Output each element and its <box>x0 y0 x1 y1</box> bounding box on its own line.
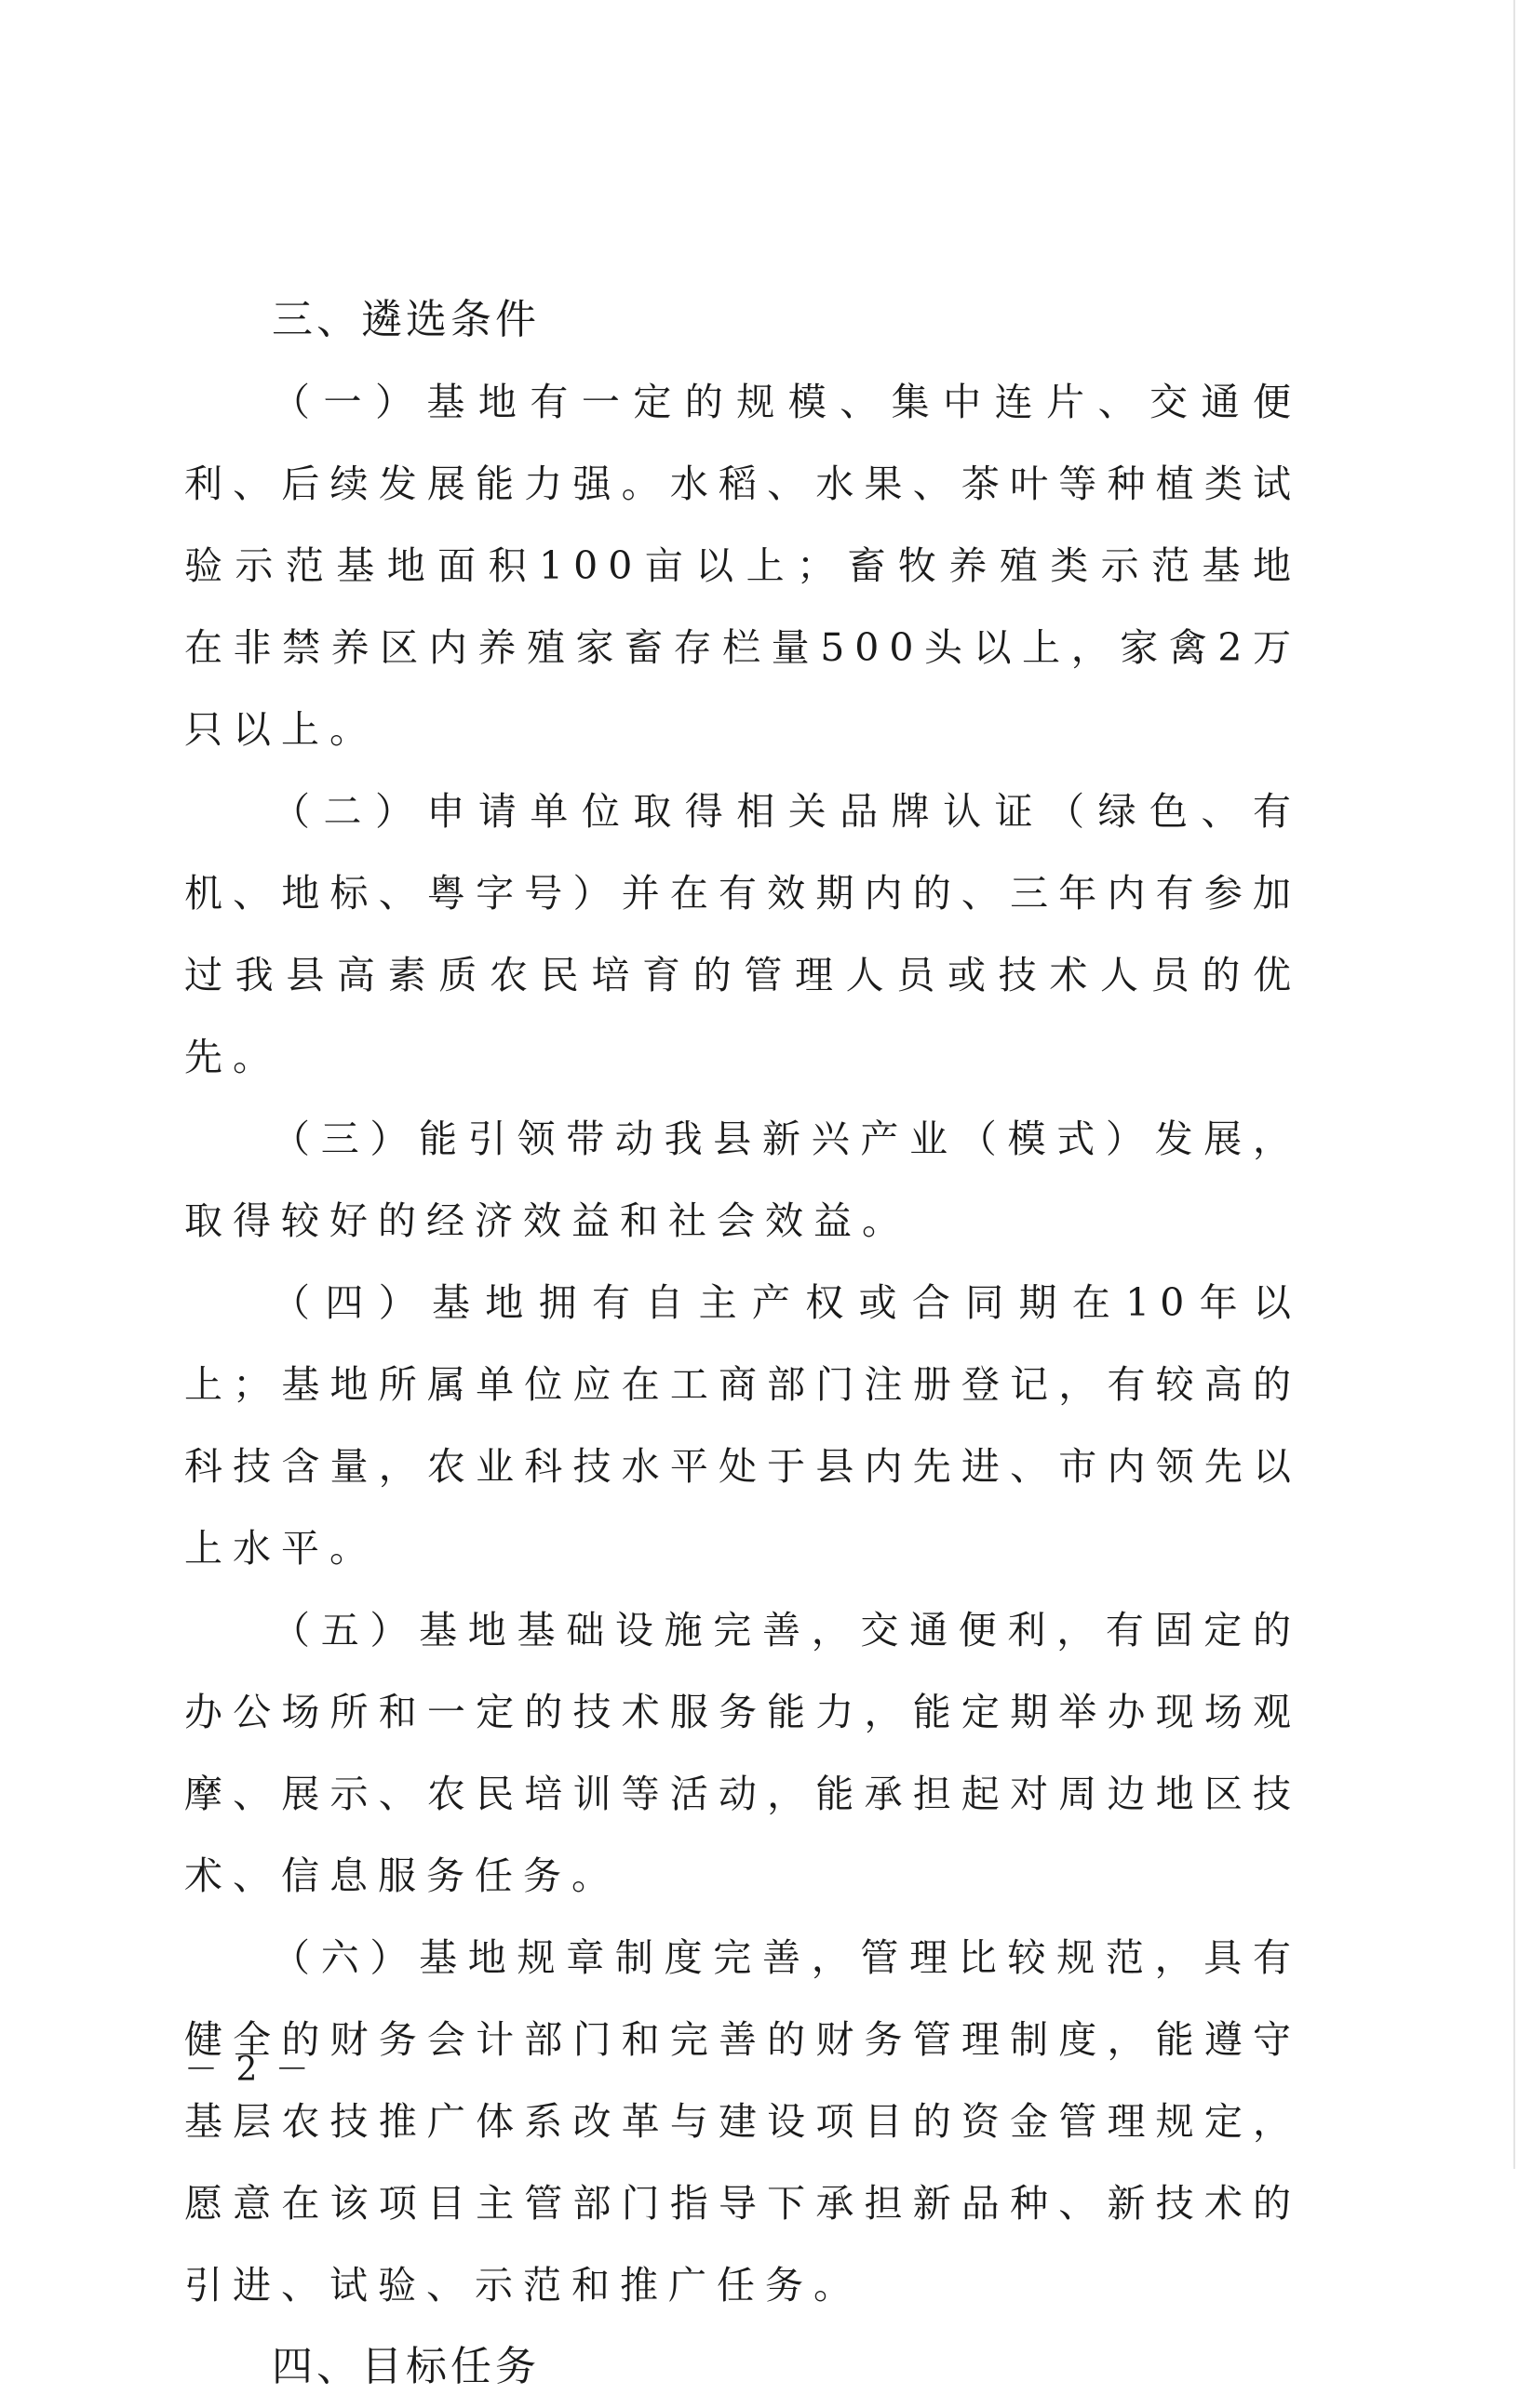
section-heading-selection-criteria: 三、遴选条件 <box>272 296 540 343</box>
document-body <box>184 279 1301 2408</box>
criteria-paragraph-2: （二）申请单位取得相关品牌认证（绿色、有机、地标、粤字号）并在有效期内的、三年内有参加过我县高素质农民培育的管理人员或技术人员的优先。 <box>184 789 1301 1079</box>
criteria-paragraph-1: （一）基地有一定的规模、集中连片、交通便利、后续发展能力强。水稻、水果、茶叶等种植类试验示范基地面积100亩以上；畜牧养殖类示范基地在非禁养区内养殖家畜存栏量500头以上，家禽2万只以上。 <box>184 380 1301 752</box>
page-number: － 2 － <box>184 2051 313 2089</box>
criteria-paragraph-3: （三）能引领带动我县新兴产业（模式）发展，取得较好的经济效益和社会效益。 <box>184 1117 1301 1243</box>
section-heading-target-tasks: 四、目标任务 <box>272 2343 540 2390</box>
criteria-paragraph-4: （四）基地拥有自主产权或合同期在10年以上；基地所属单位应在工商部门注册登记，有较高的科技含量，农业科技水平处于县内先进、市内领先以上水平。 <box>184 1280 1301 1571</box>
criteria-paragraph-5: （五）基地基础设施完善，交通便利，有固定的办公场所和一定的技术服务能力，能定期举办现场观摩、展示、农民培训等活动，能承担起对周边地区技术、信息服务任务。 <box>184 1608 1301 1898</box>
criteria-paragraph-6: （六）基地规章制度完善，管理比较规范，具有健全的财务会计部门和完善的财务管理制度，能遵守基层农技推广体系改革与建设项目的资金管理规定，愿意在该项目主管部门指导下承担新品种、新技术的引进、试验、示范和推广任务。 <box>184 1935 1301 2308</box>
page-edge-line <box>1513 0 1515 2169</box>
